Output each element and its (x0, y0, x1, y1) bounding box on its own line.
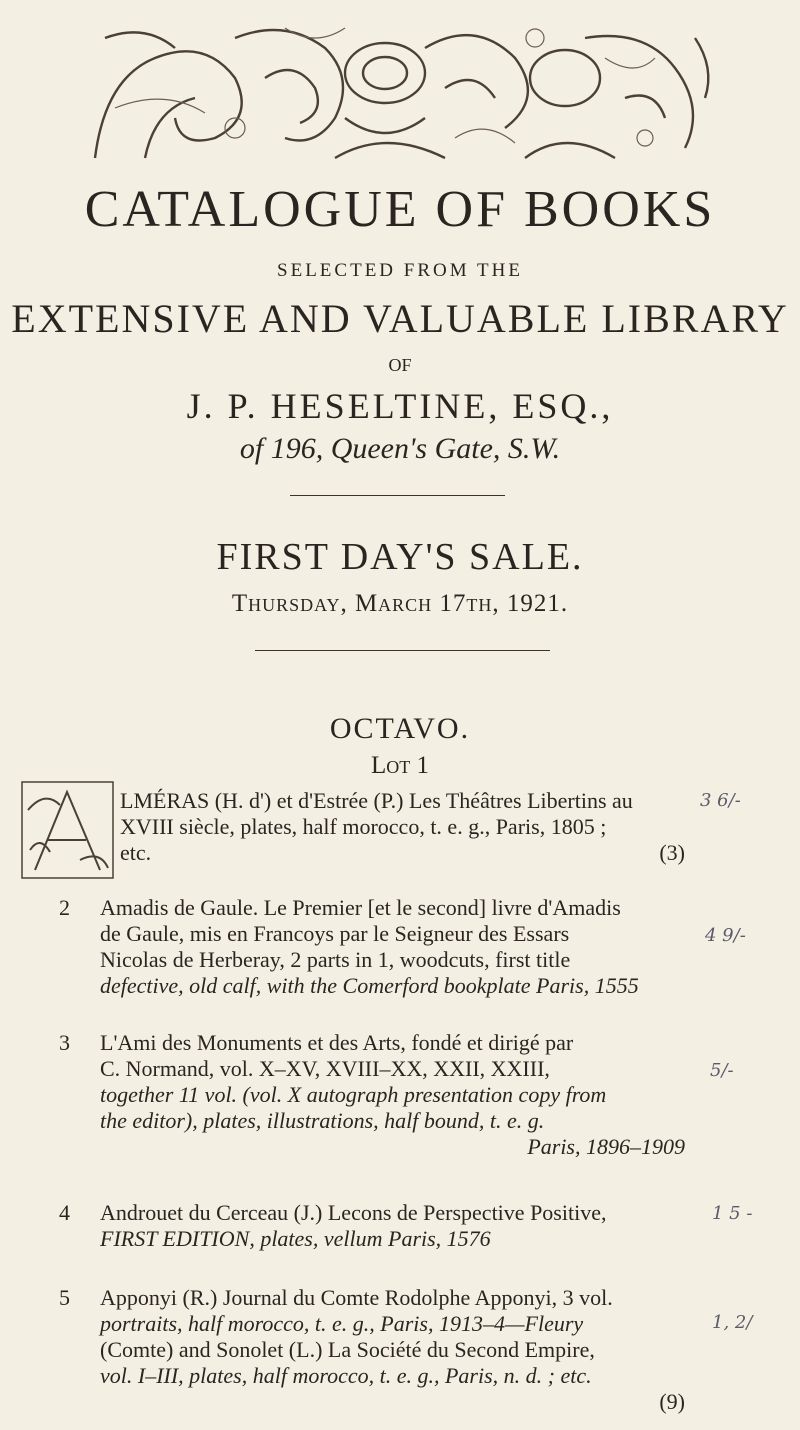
divider (255, 650, 550, 651)
owner-address: of 196, Queen's Gate, S.W. (239, 432, 561, 465)
handwritten-note: 4 9/- (705, 925, 746, 946)
lot-line: L'Ami des Monuments et des Arts, fondé et dirigé par (100, 1030, 574, 1055)
sale-heading: FIRST DAY'S SALE. (216, 536, 584, 578)
decorated-initial-A-icon (20, 780, 115, 880)
handwritten-note: 3 6/- (700, 790, 741, 811)
lot-line: de Gaule, mis en Francoys par le Seigneur des Essars (100, 921, 570, 946)
page-title: CATALOGUE OF BOOKS (84, 181, 716, 238)
lot-line: defective, old calf, with the Comerford bookplate Paris, 1555 (100, 973, 639, 998)
lot-item (59, 1200, 685, 1252)
decorative-header-ornament (85, 18, 725, 166)
subtitle-of: OF (388, 355, 412, 375)
lot-line: (Comte) and Sonolet (L.) La Société du Second Empire, (100, 1337, 595, 1362)
lot-count: (9) (659, 1389, 685, 1414)
lot-item (59, 1030, 685, 1160)
lot-item (59, 1285, 685, 1415)
handwritten-note: 5/- (710, 1060, 734, 1081)
divider (290, 495, 505, 496)
subtitle-selected: SELECTED FROM THE (277, 260, 523, 281)
handwritten-note: 1, 2/ (712, 1312, 753, 1333)
lot-item (120, 788, 685, 866)
lot-line: Paris, 1896–1909 (527, 1134, 685, 1159)
lot-line: the editor), plates, illustrations, half bound, t. e. g. (100, 1108, 545, 1133)
lot-line: vol. I–III, plates, half morocco, t. e. g., Paris, n. d. ; etc. (100, 1363, 592, 1388)
lot-number: 4 (59, 1200, 70, 1225)
lot-number: 2 (59, 895, 70, 920)
lot-line: portraits, half morocco, t. e. g., Paris, 1913–4—Fleury (100, 1311, 584, 1336)
lot-line: Apponyi (R.) Journal du Comte Rodolphe Apponyi, 3 vol. (100, 1285, 613, 1310)
section-heading: OCTAVO. (329, 712, 471, 745)
lot-item (59, 895, 685, 999)
lot-line: XVIII siècle, plates, half morocco, t. e. g., Paris, 1805 ; (120, 814, 607, 839)
lot-line: C. Normand, vol. X–XV, XVIII–XX, XXII, XXIII, (100, 1056, 550, 1081)
lot-number: 5 (59, 1285, 70, 1310)
lot-line: etc. (3) (120, 840, 685, 865)
subtitle-library: EXTENSIVE AND VALUABLE LIBRARY (11, 296, 789, 341)
lot-line: Amadis de Gaule. Le Premier [et le second] livre d'Amadis (100, 895, 621, 920)
lot-number: 3 (59, 1030, 70, 1055)
lot-count: (3) (659, 840, 685, 865)
lot-line: together 11 vol. (vol. X autograph presentation copy from (100, 1082, 607, 1107)
lot-line: Nicolas de Herberay, 2 parts in 1, woodcuts, first title (100, 947, 571, 972)
sale-date: Thursday, March 17th, 1921. (231, 590, 569, 617)
handwritten-note: 1 5 - (712, 1203, 753, 1224)
owner-name: J. P. HESELTINE, ESQ., (186, 386, 614, 426)
lot-line: Androuet du Cerceau (J.) Lecons de Perspective Positive, (100, 1200, 607, 1225)
lot-line: LMÉRAS (H. d') et d'Estrée (P.) Les Théâtres Libertins au (120, 788, 633, 813)
lot-heading: Lot 1 (370, 752, 429, 779)
lot-line: FIRST EDITION, plates, vellum Paris, 1576 (100, 1226, 491, 1251)
